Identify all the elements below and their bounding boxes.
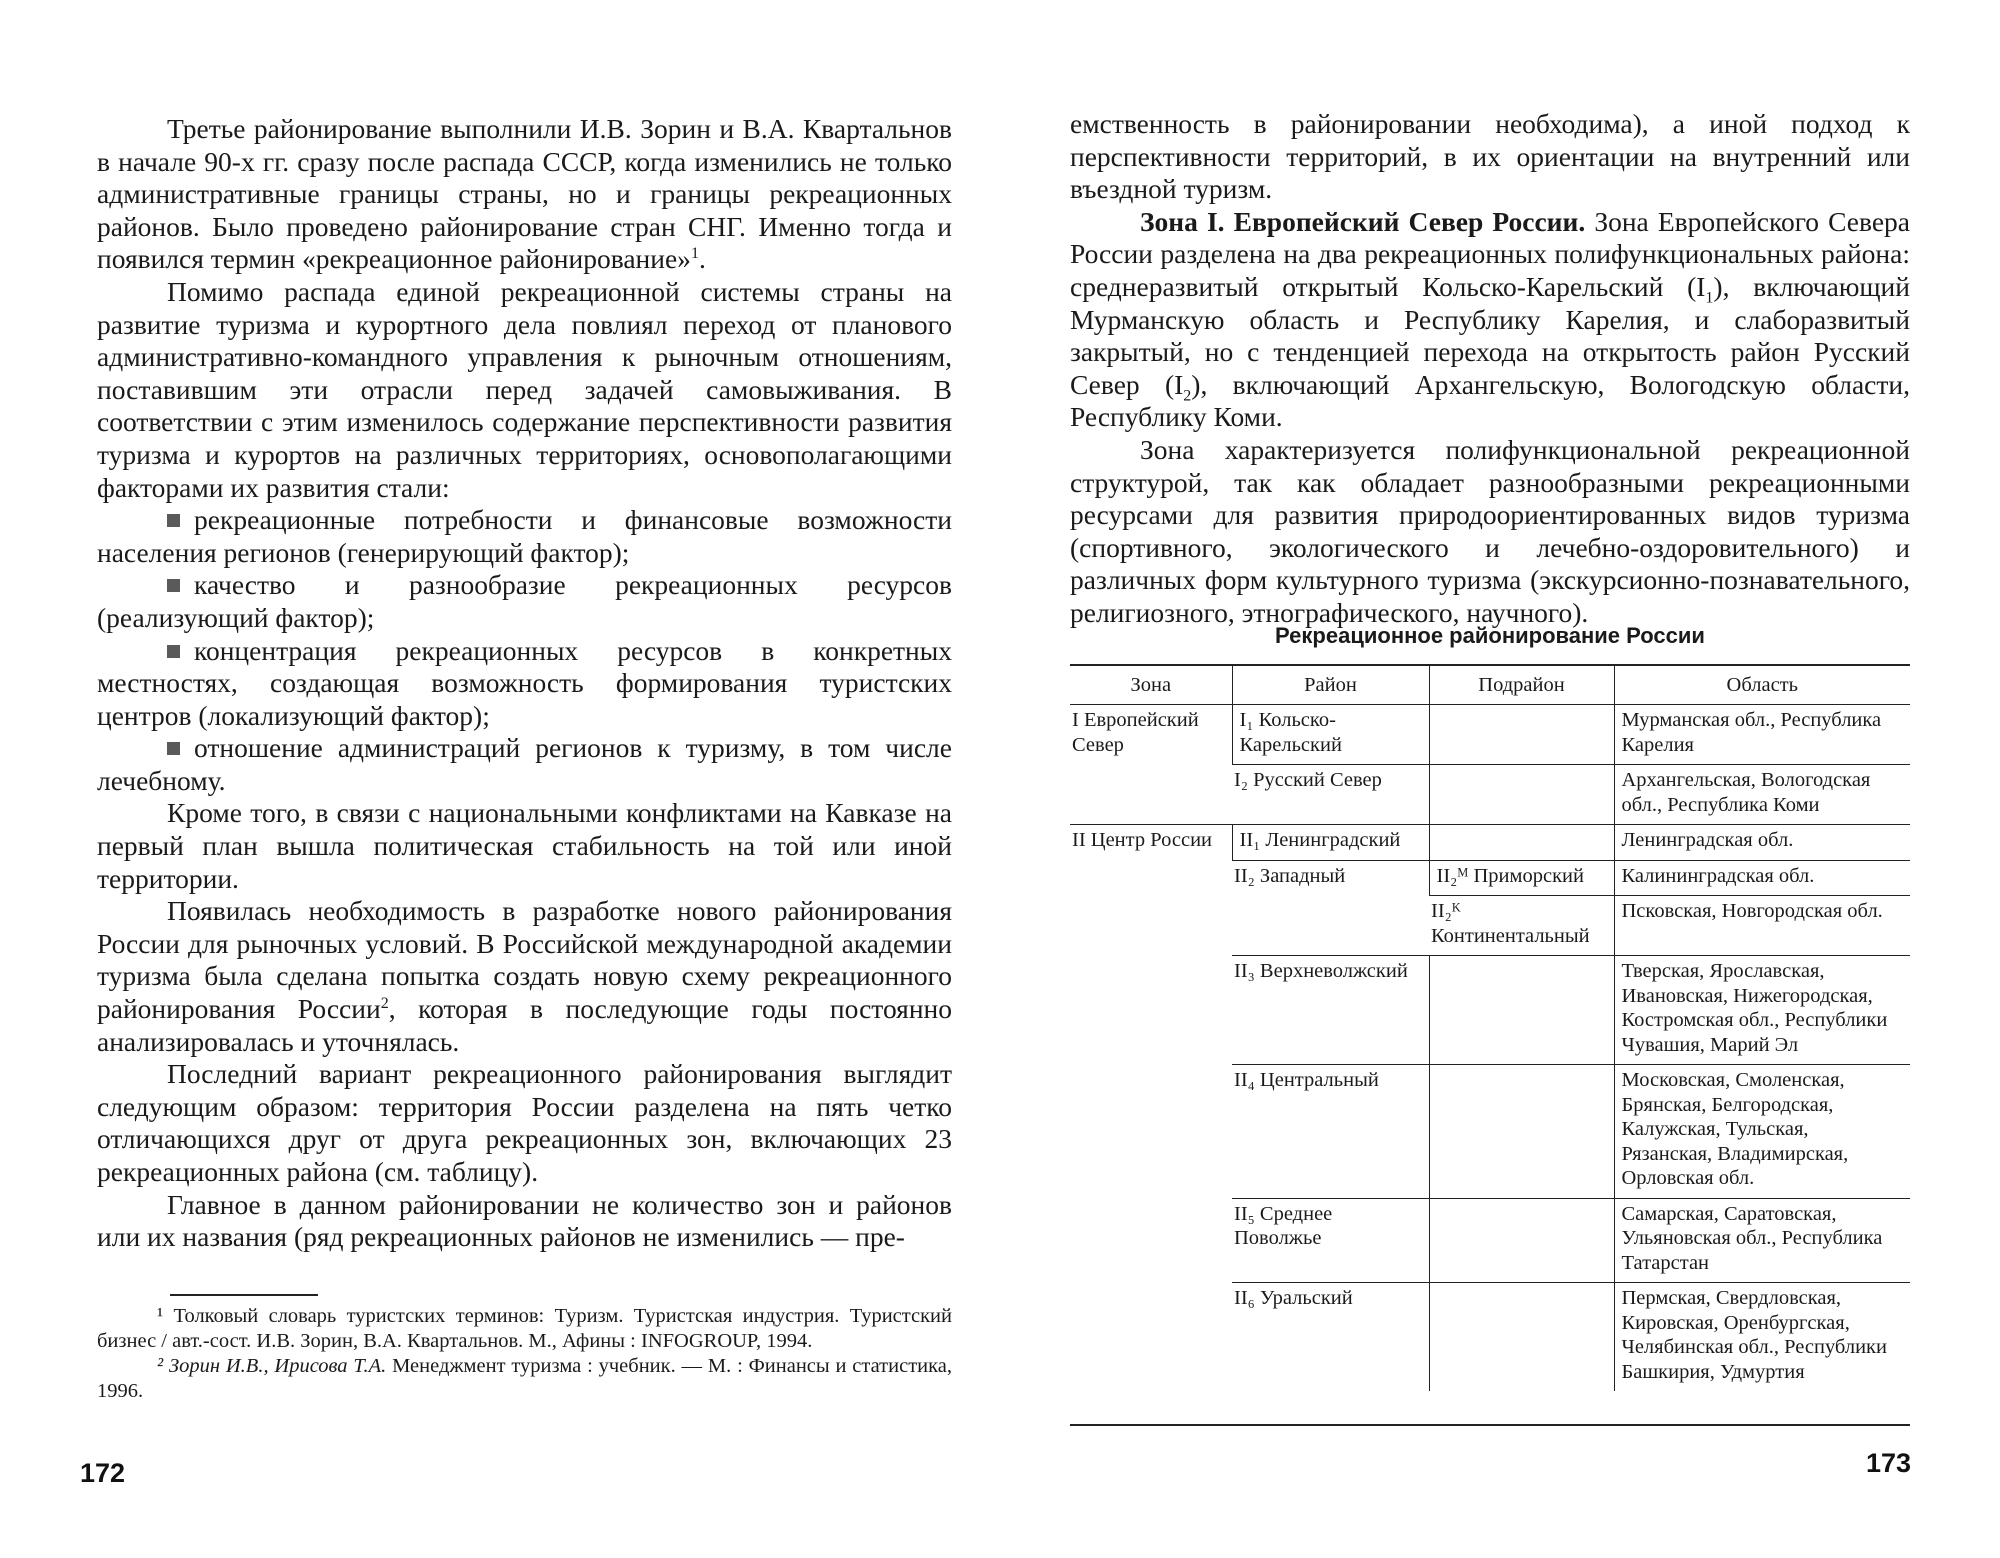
column-header: Область	[1614, 665, 1910, 705]
paragraph: Последний вариант рекреационного районирования выглядит следующим образом: территория России разделена на пять четко отличающихся друг от друга рекреационных зон, включающих 23 рекреационных района (см. таблицу).	[97, 1058, 952, 1187]
subregion-cell	[1429, 1198, 1614, 1283]
paragraph: Главное в данном районировании не количество зон и районов или их названия (ряд рекреационных районов не изменились — пре-	[97, 1188, 952, 1253]
list-item: качество и разнообразие рекреационных ресурсов (реализующий фактор);	[97, 569, 952, 633]
oblast-cell: Пермская, Свердловская, Кировская, Оренбургская, Челябинская обл., Республики Башкирия, Удмуртия	[1614, 1283, 1910, 1392]
square-bullet-icon	[167, 514, 180, 527]
table-bottom-rule	[1070, 1424, 1910, 1426]
paragraph: емственность в районировании необходима), а иной подход к перспективности территорий, в их ориентации на внутренний или въездной туризм.	[1070, 108, 1910, 205]
subregion-cell	[1429, 1283, 1614, 1392]
subregion-cell	[1429, 765, 1614, 825]
oblast-cell: Самарская, Саратовская, Ульяновская обл., Республика Татарстан	[1614, 1198, 1910, 1283]
paragraph: Зона I. Европейский Север России. Зона Европейского Севера России разделена на два рекреационных полифункциональных района: среднеразвитый открытый Кольско-Карельский $(I_1)$, включающий Мурманскую область и Республику Карелия, и слаборазвитый закрытый, но с тенденцией перехода на открытость район Русский Север $(I_2)$, включающий Архангельскую, Вологодскую области, Республику Коми.	[1070, 205, 1910, 433]
right-page-body	[1070, 108, 1910, 630]
subregion-cell	[1429, 956, 1614, 1065]
footnote-1: ¹ Толковый словарь туристских терминов: Туризм. Туристская индустрия. Туристский бизнес / авт.-сост. И.В. Зорин, В.А. Квартальнов. М., Афины : INFOGROUP, 1994.	[97, 1305, 952, 1352]
region-cell: II₆ Уральский	[1234, 1287, 1353, 1309]
region-cell: II₁ Ленинградский	[1232, 825, 1429, 861]
list-item: концентрация рекреационных ресурсов в конкретных местностях, создающая возможность формирования туристских центров (локализующий фактор);	[97, 634, 952, 731]
oblast-cell: Тверская, Ярославская, Ивановская, Нижегородская, Костромская обл., Республики Чувашия, Марий Эл	[1614, 956, 1910, 1065]
column-header: Зона	[1070, 665, 1232, 705]
region-cell: II₂ Западный	[1232, 860, 1429, 956]
region-cell: II₅ Среднее Поволжье	[1232, 1198, 1429, 1283]
region-cell: II₃ Верхневолжский	[1232, 956, 1429, 1065]
region-cell: II₄ Центральный	[1232, 1065, 1429, 1199]
footnote-divider	[170, 1294, 318, 1296]
oblast-cell: Мурманская обл., Республика Карелия	[1614, 705, 1910, 765]
zone-cell: II Центр России	[1072, 829, 1213, 851]
footnote-ref[interactable]: 2	[380, 994, 389, 1012]
square-bullet-icon	[167, 645, 180, 658]
oblast-cell: Псковская, Новгородская обл.	[1614, 896, 1910, 956]
list-item: рекреационные потребности и финансовые возможности населения регионов (генерирующий фактор);	[97, 504, 952, 568]
section-heading: Зона I. Европейский Север России.	[1140, 205, 1586, 237]
column-header: Подрайон	[1429, 665, 1614, 705]
zone-cell: I Европейский Север	[1070, 705, 1232, 825]
table-title: Рекреационное районирование России	[1275, 623, 1705, 648]
right-page	[1000, 0, 2000, 1558]
subregion-cell	[1429, 705, 1614, 765]
oblast-cell: Московская, Смоленская, Брянская, Белгородская, Калужская, Тульская, Рязанская, Владимирская, Орловская обл.	[1614, 1065, 1910, 1199]
region-cell: I₁ Кольско-Карельский	[1232, 705, 1429, 765]
subregion-cell: II₂ᴷ Континентальный	[1429, 896, 1614, 956]
paragraph: Помимо распада единой рекреационной системы страны на развитие туризма и курортного дела повлиял переход от планового административно-командного управления к рыночным отношениям, поставившим эти отрасли перед задачей самовыживания. В соответствии с этим изменилось содержание перспективности развития туризма и курортов на различных территориях, основополагающими факторами их развития стали:	[97, 275, 952, 503]
subregion-cell	[1429, 825, 1614, 861]
square-bullet-icon	[167, 742, 180, 755]
paragraph: Третье районирование выполнили И.В. Зорин и В.А. Квартальнов в начале 90-х гг. сразу после распада СССР, когда изменились не только административные границы страны, но и границы рекреационных районов. Было проведено районирование стран СНГ. Именно тогда и появился термин «рекреационное районирование»$^1$.	[97, 113, 952, 275]
paragraph: Зона характеризуется полифункциональной рекреационной структурой, так как обладает разнообразными рекреационными ресурсами для развития природоориентированных видов туризма (спортивного, экологического и лечебно-оздоровительного) и различных форм культурного туризма (экскурсионно-познавательного, религиозного, этнографического, научного).	[1070, 433, 1910, 628]
table-header-row	[1070, 665, 1910, 705]
page-number: 173	[1866, 1448, 1912, 1478]
square-bullet-icon	[167, 579, 180, 592]
table-row	[1070, 705, 1910, 765]
footnote-ref[interactable]: 1	[690, 245, 699, 263]
subregion-cell	[1429, 1065, 1614, 1199]
footnotes	[97, 1304, 952, 1404]
oblast-cell: Калининградская обл.	[1614, 860, 1910, 896]
oblast-cell: Ленинградская обл.	[1614, 825, 1910, 861]
paragraph: Появилась необходимость в разработке нового районирования России для рыночных условий. В Российской международной академии туризма была сделана попытка создать новую схему рекреационного районирования России$^2$, которая в последующие годы постоянно анализировалась и уточнялась.	[97, 895, 953, 1057]
zoning-table	[1070, 664, 1910, 1391]
paragraph: Кроме того, в связи с национальными конфликтами на Кавказе на первый план вышла политическая стабильность на той или иной территории.	[97, 797, 952, 894]
oblast-cell: Архангельская, Вологодская обл., Республика Коми	[1614, 765, 1910, 825]
subregion-cell: II₂ᴹ Приморский	[1429, 860, 1614, 896]
list-item: отношение администраций регионов к туризму, в том числе лечебному.	[97, 732, 952, 796]
footnote-2: ² Зорин И.В., Ирисова Т.А. Менеджмент туризма : учебник. — М. : Финансы и статистика, 1996.	[97, 1355, 953, 1402]
region-cell: I₂ Русский Север	[1232, 765, 1429, 825]
table-row	[1070, 825, 1910, 861]
page-number: 172	[80, 1458, 126, 1488]
column-header: Район	[1232, 665, 1429, 705]
left-page-body	[97, 113, 952, 1254]
